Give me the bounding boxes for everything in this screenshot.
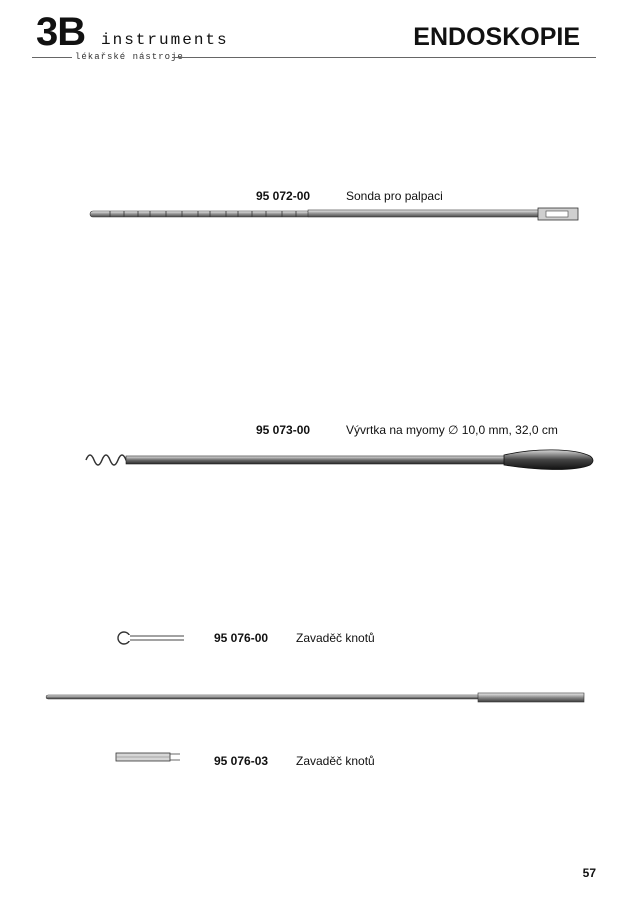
logo-wordmark: instruments (101, 31, 229, 49)
logo-mark: 3B (36, 10, 86, 54)
header-rule-left (32, 57, 72, 58)
wick-introducer-tip-image (114, 628, 186, 648)
product-code-3: 95 076-00 (214, 631, 269, 645)
header-rule-right (172, 57, 596, 58)
product-description-2: Vývrtka na myomy ∅ 10,0 mm, 32,0 cm (346, 423, 558, 437)
product-code-2: 95 073-00 (256, 423, 311, 437)
page-number: 57 (582, 866, 596, 880)
product-description-3: Zavaděč knotů (296, 631, 375, 645)
logo-subtitle: lékařské nástroje (75, 52, 184, 62)
wick-introducer-rod-image (44, 690, 588, 706)
product-code-1: 95 072-00 (256, 189, 311, 203)
section-title: ENDOSKOPIE (413, 23, 580, 51)
wick-introducer-tube-image (114, 750, 182, 766)
palpation-probe-image (86, 204, 586, 224)
product-code-4: 95 076-03 (214, 754, 269, 768)
product-description-4: Zavaděč knotů (296, 754, 375, 768)
product-description-1: Sonda pro palpaci (346, 189, 443, 203)
myoma-screw-image (84, 446, 594, 476)
